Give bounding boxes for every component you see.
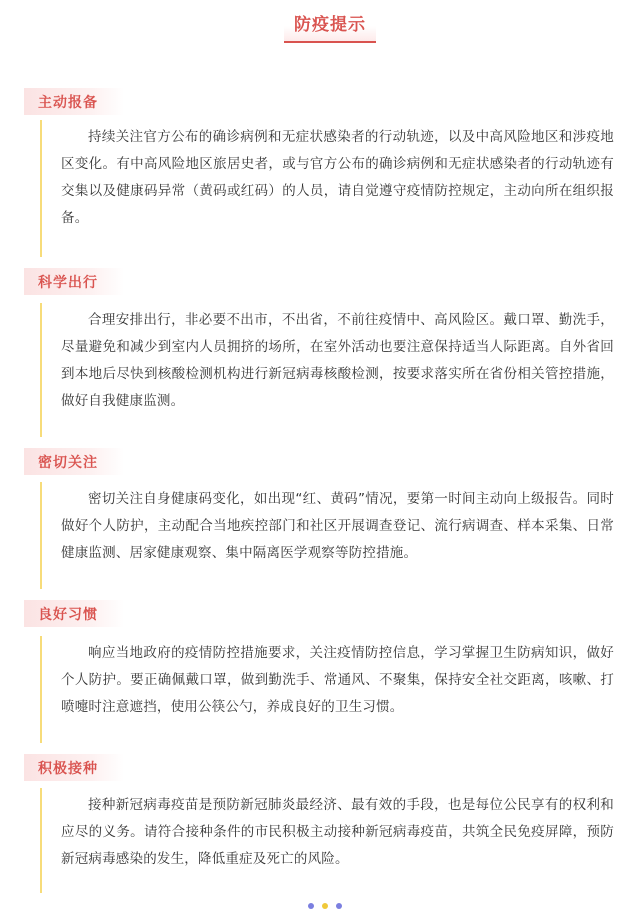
section-header-attention xyxy=(24,448,124,475)
section-header-habits xyxy=(24,600,124,627)
dot-2 xyxy=(322,903,328,909)
page-title-wrap xyxy=(284,4,376,43)
section-title-attention: 密切关注 xyxy=(38,454,98,471)
section-body-travel xyxy=(40,303,614,437)
section-header-report xyxy=(24,88,124,115)
section-body-report xyxy=(40,120,614,257)
section-title-vaccination: 积极接种 xyxy=(38,760,98,777)
section-header-travel xyxy=(24,268,124,295)
section-title-report: 主动报备 xyxy=(38,94,98,111)
section-body-vaccination xyxy=(40,788,614,893)
dot-1 xyxy=(308,903,314,909)
dot-3 xyxy=(336,903,342,909)
section-text-vaccination: 接种新冠病毒疫苗是预防新冠肺炎最经济、最有效的手段，也是每位公民享有的权利和应尽的义务。请符合接种条件的市民积极主动接种新冠病毒疫苗，共筑全民免疫屏障，预防新冠病毒感染的发生，降低重症及死亡的风险。 xyxy=(61,797,614,867)
page-dots xyxy=(308,903,342,909)
section-text-travel: 合理安排出行，非必要不出市，不出省，不前往疫情中、高风险区。戴口罩、勤洗手，尽量避免和减少到室内人员拥挤的场所，在室外活动也要注意保持适当人际距离。自外省回到本地后尽快到核酸检测机构进行新冠病毒核酸检测，按要求落实所在省份相关管控措施，做好自我健康监测。 xyxy=(61,312,614,409)
page-title: 防疫提示 xyxy=(294,15,366,35)
section-body-habits xyxy=(40,636,614,743)
section-body-attention xyxy=(40,482,614,589)
section-text-attention: 密切关注自身健康码变化，如出现“红、黄码”情况，要第一时间主动向上级报告。同时做好个人防护，主动配合当地疾控部门和社区开展调查登记、流行病调查、样本采集、日常健康监测、居家健康观察、集中隔离医学观察等防控措施。 xyxy=(61,491,614,561)
section-title-habits: 良好习惯 xyxy=(38,606,98,623)
section-text-report: 持续关注官方公布的确诊病例和无症状感染者的行动轨迹，以及中高风险地区和涉疫地区变化。有中高风险地区旅居史者，或与官方公布的确诊病例和无症状感染者的行动轨迹有交集以及健康码异常（黄码或红码）的人员，请自觉遵守疫情防控规定，主动向所在组织报备。 xyxy=(61,129,614,226)
section-header-vaccination xyxy=(24,754,124,781)
section-text-habits: 响应当地政府的疫情防控措施要求，关注疫情防控信息，学习掌握卫生防病知识，做好个人防护。要正确佩戴口罩，做到勤洗手、常通风、不聚集，保持安全社交距离，咳嗽、打喷嚏时注意遮挡，使用公筷公勺，养成良好的卫生习惯。 xyxy=(61,645,614,715)
section-title-travel: 科学出行 xyxy=(38,274,98,291)
